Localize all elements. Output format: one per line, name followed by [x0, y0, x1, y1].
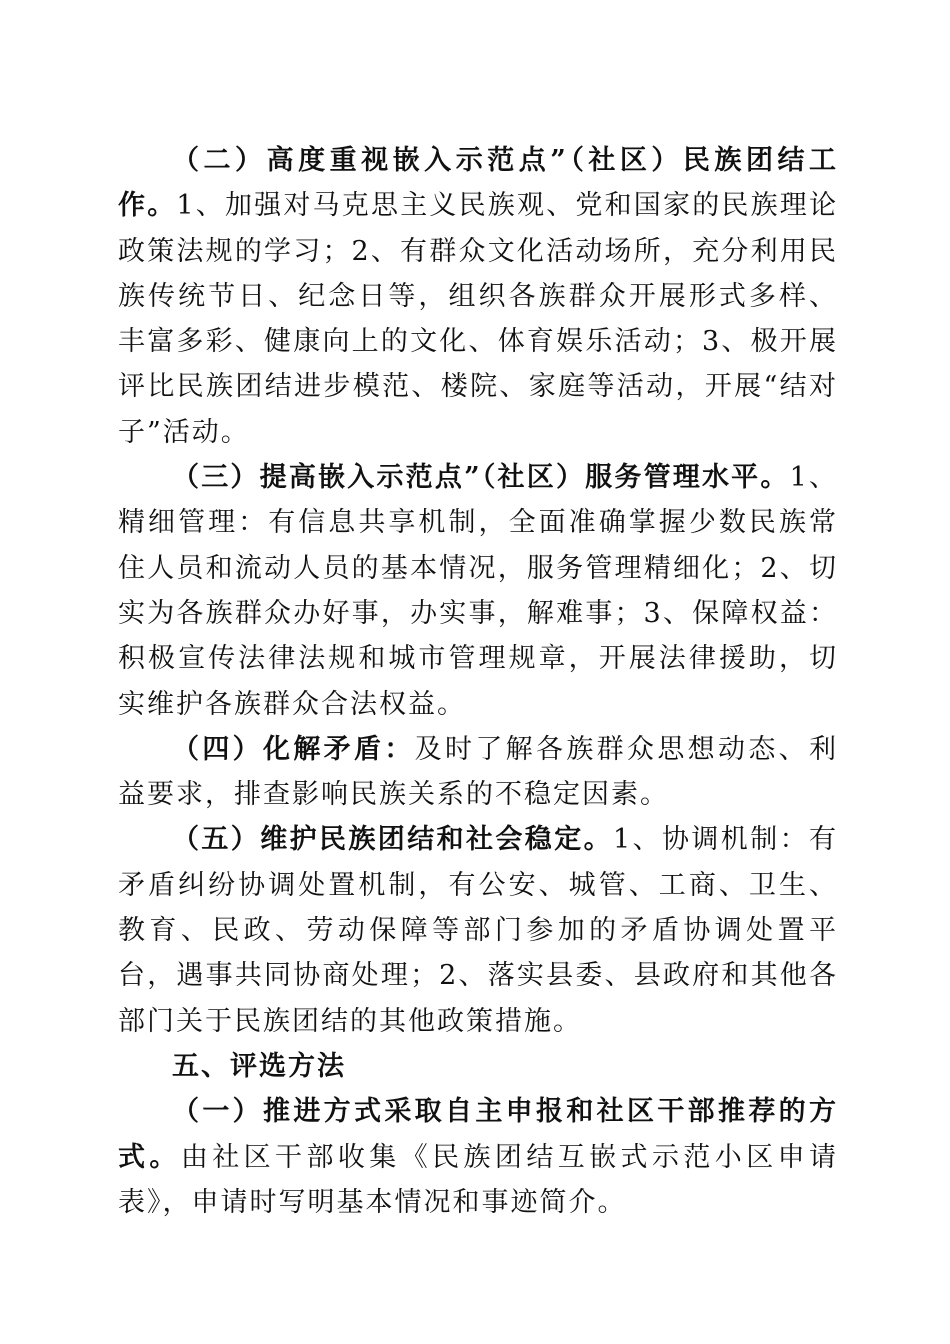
- paragraph-5: [118, 817, 838, 1043]
- document-body: [118, 138, 838, 1225]
- paragraph-4: [118, 727, 838, 818]
- paragraph-5-lead: （五）维护民族团结和社会稳定。: [172, 824, 614, 856]
- paragraph-2-lead: （二）高度重视嵌入示范点”（社区）民族团结工作。: [118, 145, 838, 222]
- paragraph-2: [118, 138, 838, 455]
- paragraph-5-body: 1、协调机制：有矛盾纠纷协调处置机制，有公安、城管、工商、卫生、教育、民政、劳动保障等部门参加的矛盾协调处置平台，遇事共同协商处理；2、落实县委、县政府和其他各部门关于民族团结的其他政策措施。: [118, 824, 838, 1037]
- paragraph-2-body: 1、加强对马克思主义民族观、党和国家的民族理论政策法规的学习；2、有群众文化活动场所，充分利用民族传统节日、纪念日等，组织各族群众开展形式多样、丰富多彩、健康向上的文化、体育娱乐活动；3、极开展评比民族团结进步模范、楼院、家庭等活动，开展“结对子”活动。: [118, 190, 838, 448]
- paragraph-4-lead: （四）化解矛盾：: [172, 733, 415, 765]
- paragraph-3: [118, 455, 838, 727]
- paragraph-3-lead: （三）提高嵌入示范点”（社区）服务管理水平。: [172, 462, 790, 494]
- paragraph-4-body: 及时了解各族群众思想动态、利益要求，排查影响民族关系的不稳定因素。: [118, 733, 839, 811]
- final-paragraph: [118, 1089, 838, 1225]
- section-heading: 五、评选方法: [172, 1050, 346, 1082]
- final-paragraph-lead: （一）推进方式采取自主申报和社区干部推荐的方式。: [118, 1096, 838, 1173]
- paragraph-3-body: 1、精细管理：有信息共享机制，全面准确掌握少数民族常住人员和流动人员的基本情况，服务管理精细化；2、切实为各族群众办好事，办实事，解难事；3、保障权益：积极宣传法律法规和城市管理规章，开展法律援助，切实维护各族群众合法权益。: [118, 462, 838, 720]
- final-paragraph-body: 由社区干部收集《民族团结互嵌式示范小区申请表》，申请时写明基本情况和事迹简介。: [118, 1141, 839, 1218]
